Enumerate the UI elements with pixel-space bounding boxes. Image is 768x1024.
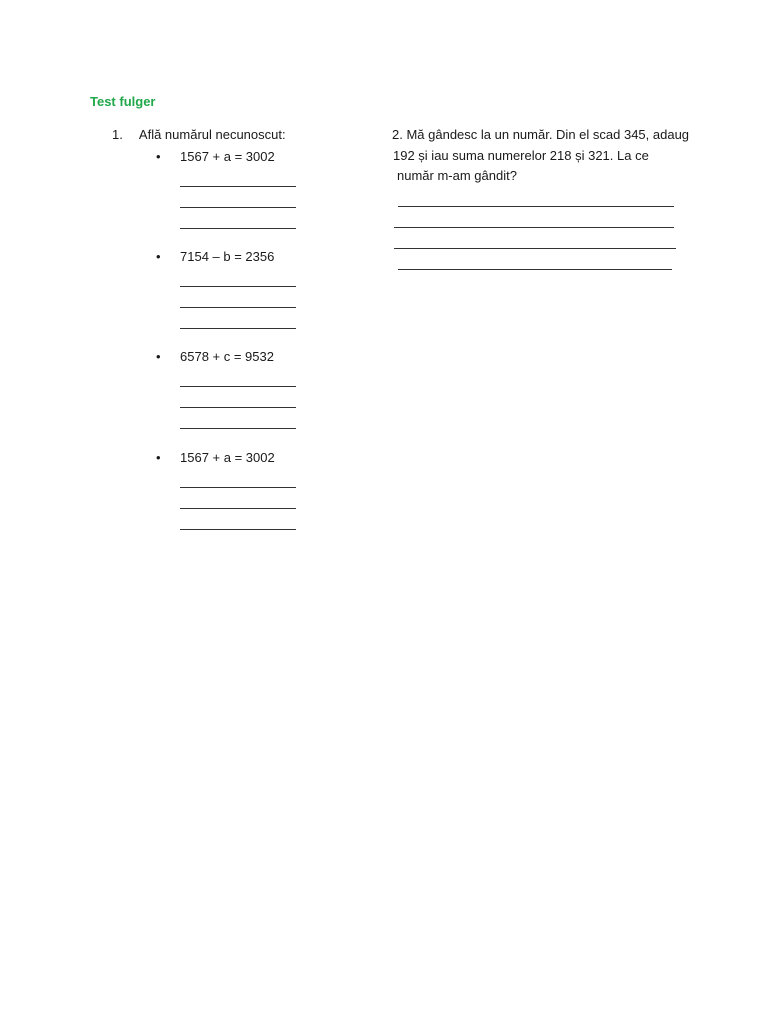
answer-line[interactable] bbox=[180, 467, 296, 488]
question-2-line-1: 2. Mă gândesc la un număr. Din el scad 345, adaug bbox=[392, 127, 690, 142]
exercise-2 bbox=[156, 246, 296, 329]
answer-line[interactable] bbox=[180, 387, 296, 408]
exercise-4 bbox=[156, 447, 296, 530]
answer-line[interactable] bbox=[180, 509, 296, 530]
question-2-line-2: 192 și iau suma numerelor 218 și 321. La ce bbox=[393, 147, 649, 163]
bullet-icon: • bbox=[156, 148, 161, 164]
answer-line[interactable] bbox=[180, 208, 296, 229]
answer-line[interactable] bbox=[180, 287, 296, 308]
equation: 1567 + a = 3002 bbox=[180, 148, 275, 164]
bullet-icon: • bbox=[156, 348, 161, 364]
question-2 bbox=[392, 125, 692, 187]
answer-line[interactable] bbox=[398, 186, 674, 207]
question-2-answer-area bbox=[394, 186, 676, 270]
test-title: Test fulger bbox=[90, 94, 156, 109]
answer-line[interactable] bbox=[180, 308, 296, 329]
answer-line[interactable] bbox=[180, 166, 296, 187]
answer-line[interactable] bbox=[180, 366, 296, 387]
equation: 7154 – b = 2356 bbox=[180, 248, 275, 264]
answer-line[interactable] bbox=[180, 187, 296, 208]
question-1-number: 1. bbox=[112, 127, 123, 142]
equation: 1567 + a = 3002 bbox=[180, 449, 275, 465]
exercise-1 bbox=[156, 146, 296, 229]
answer-line[interactable] bbox=[180, 488, 296, 509]
bullet-icon: • bbox=[156, 449, 161, 465]
answer-line[interactable] bbox=[398, 249, 672, 270]
bullet-icon: • bbox=[156, 248, 161, 264]
equation: 6578 + c = 9532 bbox=[180, 348, 274, 364]
answer-line[interactable] bbox=[180, 266, 296, 287]
answer-line[interactable] bbox=[394, 228, 676, 249]
answer-line[interactable] bbox=[394, 207, 674, 228]
answer-line[interactable] bbox=[180, 408, 296, 429]
exercise-3 bbox=[156, 346, 296, 429]
question-1-heading bbox=[112, 127, 286, 142]
question-2-line-3: număr m-am gândit? bbox=[397, 168, 517, 183]
question-1-text: Află numărul necunoscut: bbox=[138, 127, 286, 142]
